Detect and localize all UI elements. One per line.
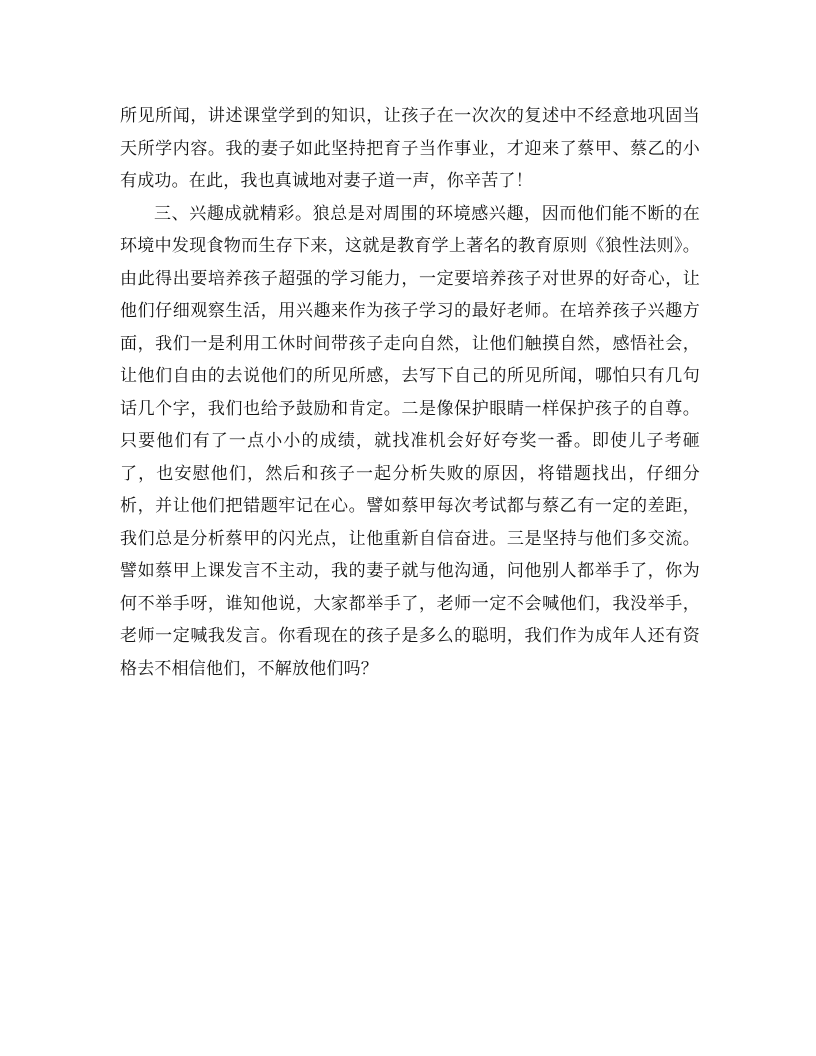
paragraph-interest-section: 三、兴趣成就精彩。狼总是对周围的环境感兴趣，因而他们能不断的在环境中发现食物而生存下来，这就是教育学上著名的教育原则《狼性法则》。由此得出要培养孩子超强的学习能力，一定要培养孩子对世界的好奇心，让他们仔细观察生活，用兴趣来作为孩子学习的最好老师。在培养孩子兴趣方面，我们一是利用工休时间带孩子走向自然，让他们触摸自然，感悟社会，让他们自由的去说他们的所见所感，去写下自己的所见所闻，哪怕只有几句话几个字，我们也给予鼓励和肯定。二是像保护眼睛一样保护孩子的自尊。只要他们有了一点小小的成绩，就找准机会好好夸奖一番。即使儿子考砸了，也安慰他们，然后和孩子一起分析失败的原因，将错题找出，仔细分析，并让他们把错题牢记在心。譬如蔡甲每次考试都与蔡乙有一定的差距，我们总是分析蔡甲的闪光点，让他重新自信奋进。三是坚持与他们多交流。譬如蔡甲上课发言不主动，我的妻子就与他沟通，问他别人都举手了，你为何不举手呀，谁知他说，大家都举手了，老师一定不会喊他们，我没举手，老师一定喊我发言。你看现在的孩子是多么的聪明，我们作为成年人还有资格去不相信他们，不解放他们吗？ xyxy=(120,203,700,679)
document-body xyxy=(120,100,700,685)
paragraph-continuation: 所见所闻，讲述课堂学到的知识，让孩子在一次次的复述中不经意地巩固当天所学内容。我的妻子如此坚持把育子当作事业，才迎来了蔡甲、蔡乙的小有成功。在此，我也真诚地对妻子道一声，你辛苦了！ xyxy=(120,106,700,191)
